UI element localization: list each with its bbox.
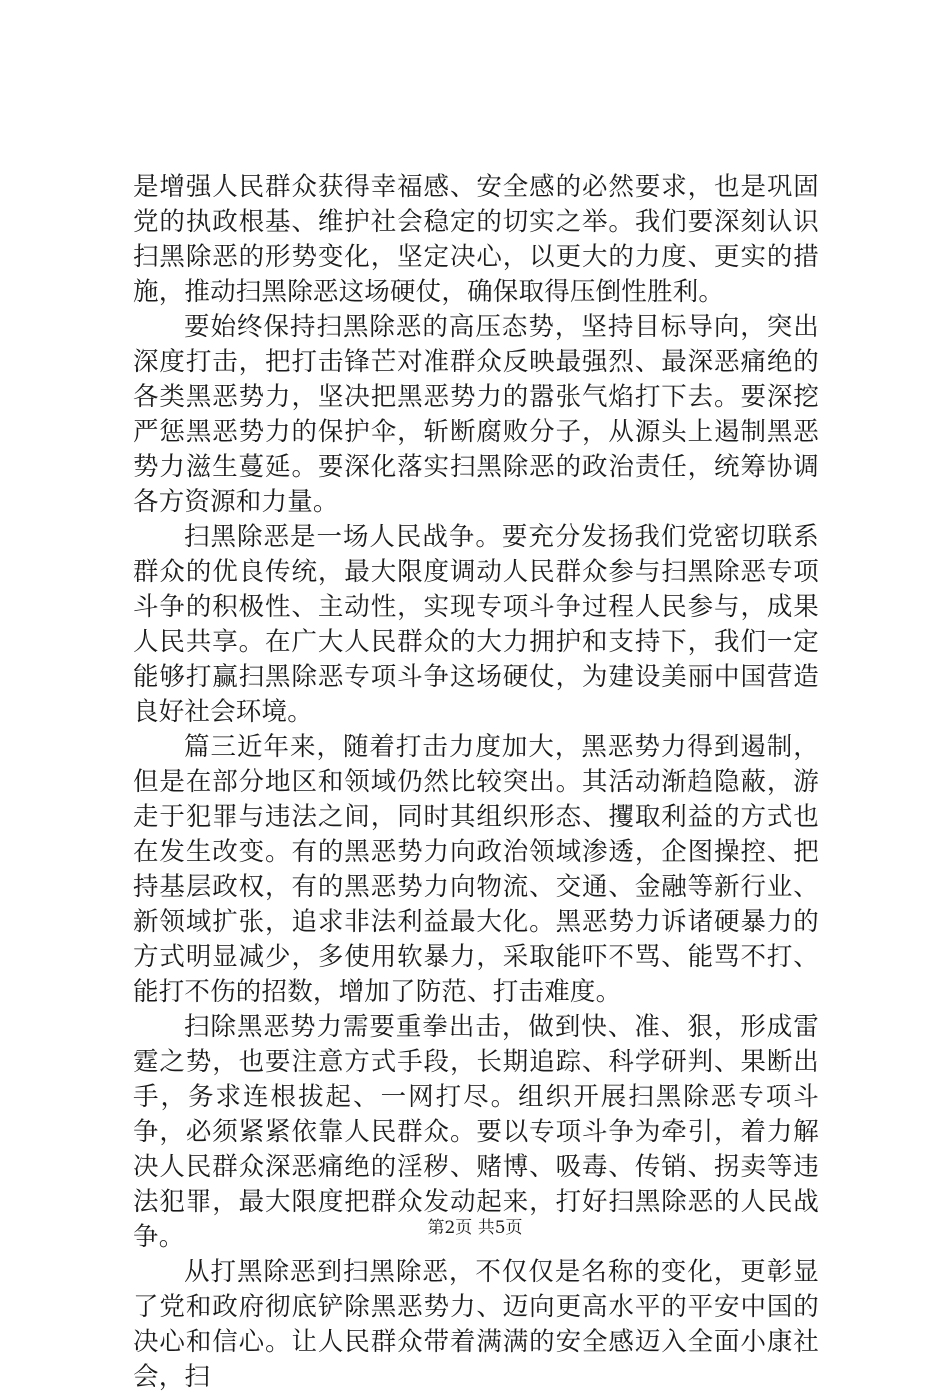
paragraph-5: 扫除黑恶势力需要重拳出击，做到快、准、狠，形成雷霆之势，也要注意方式手段，长期追踪、科学研判、果断出手，务求连根拔起、一网打尽。组织开展扫黑除恶专项斗争，必须紧紧依靠人民群众。要以专项斗争为牵引，着力解决人民群众深恶痛绝的淫秽、赌博、吸毒、传销、拐卖等违法犯罪，最大限度把群众发动起来，打好扫黑除恶的人民战争。 bbox=[133, 1012, 819, 1252]
paragraph-4: 篇三近年来，随着打击力度加大，黑恶势力得到遏制，但是在部分地区和领域仍然比较突出。其活动渐趋隐蔽，游走于犯罪与违法之间，同时其组织形态、攫取利益的方式也在发生改变。有的黑恶势力向政治领域渗透，企图操控、把持基层政权，有的黑恶势力向物流、交通、金融等新行业、新领域扩张，追求非法利益最大化。黑恶势力诉诸硬暴力的方式明显减少，多使用软暴力，采取能吓不骂、能骂不打、能打不伤的招数，增加了防范、打击难度。 bbox=[133, 732, 819, 1007]
paragraph-3: 扫黑除恶是一场人民战争。要充分发扬我们党密切联系群众的优良传统，最大限度调动人民群众参与扫黑除恶专项斗争的积极性、主动性，实现专项斗争过程人民参与，成果人民共享。在广大人民群众的大力拥护和支持下，我们一定能够打赢扫黑除恶专项斗争这场硬仗，为建设美丽中国营造良好社会环境。 bbox=[133, 522, 819, 727]
paragraph-2: 要始终保持扫黑除恶的高压态势，坚持目标导向，突出深度打击，把打击锋芒对准群众反映最强烈、最深恶痛绝的各类黑恶势力，坚决把黑恶势力的嚣张气焰打下去。要深挖严惩黑恶势力的保护伞，斩断腐败分子，从源头上遏制黑恶势力滋生蔓延。要深化落实扫黑除恶的政治责任，统筹协调各方资源和力量。 bbox=[133, 312, 819, 517]
paragraph-1: 是增强人民群众获得幸福感、安全感的必然要求，也是巩固党的执政根基、维护社会稳定的切实之举。我们要深刻认识扫黑除恶的形势变化，坚定决心，以更大的力度、更实的措施，推动扫黑除恶这场硬仗，确保取得压倒性胜利。 bbox=[133, 172, 819, 307]
paragraph-6: 从打黑除恶到扫黑除恶，不仅仅是名称的变化，更彰显了党和政府彻底铲除黑恶势力、迈向更高水平的平安中国的决心和信心。让人民群众带着满满的安全感迈入全面小康社会，扫 bbox=[133, 1257, 819, 1392]
page-footer: 第2页 共5页 bbox=[427, 1218, 523, 1238]
document-body bbox=[133, 170, 819, 1395]
